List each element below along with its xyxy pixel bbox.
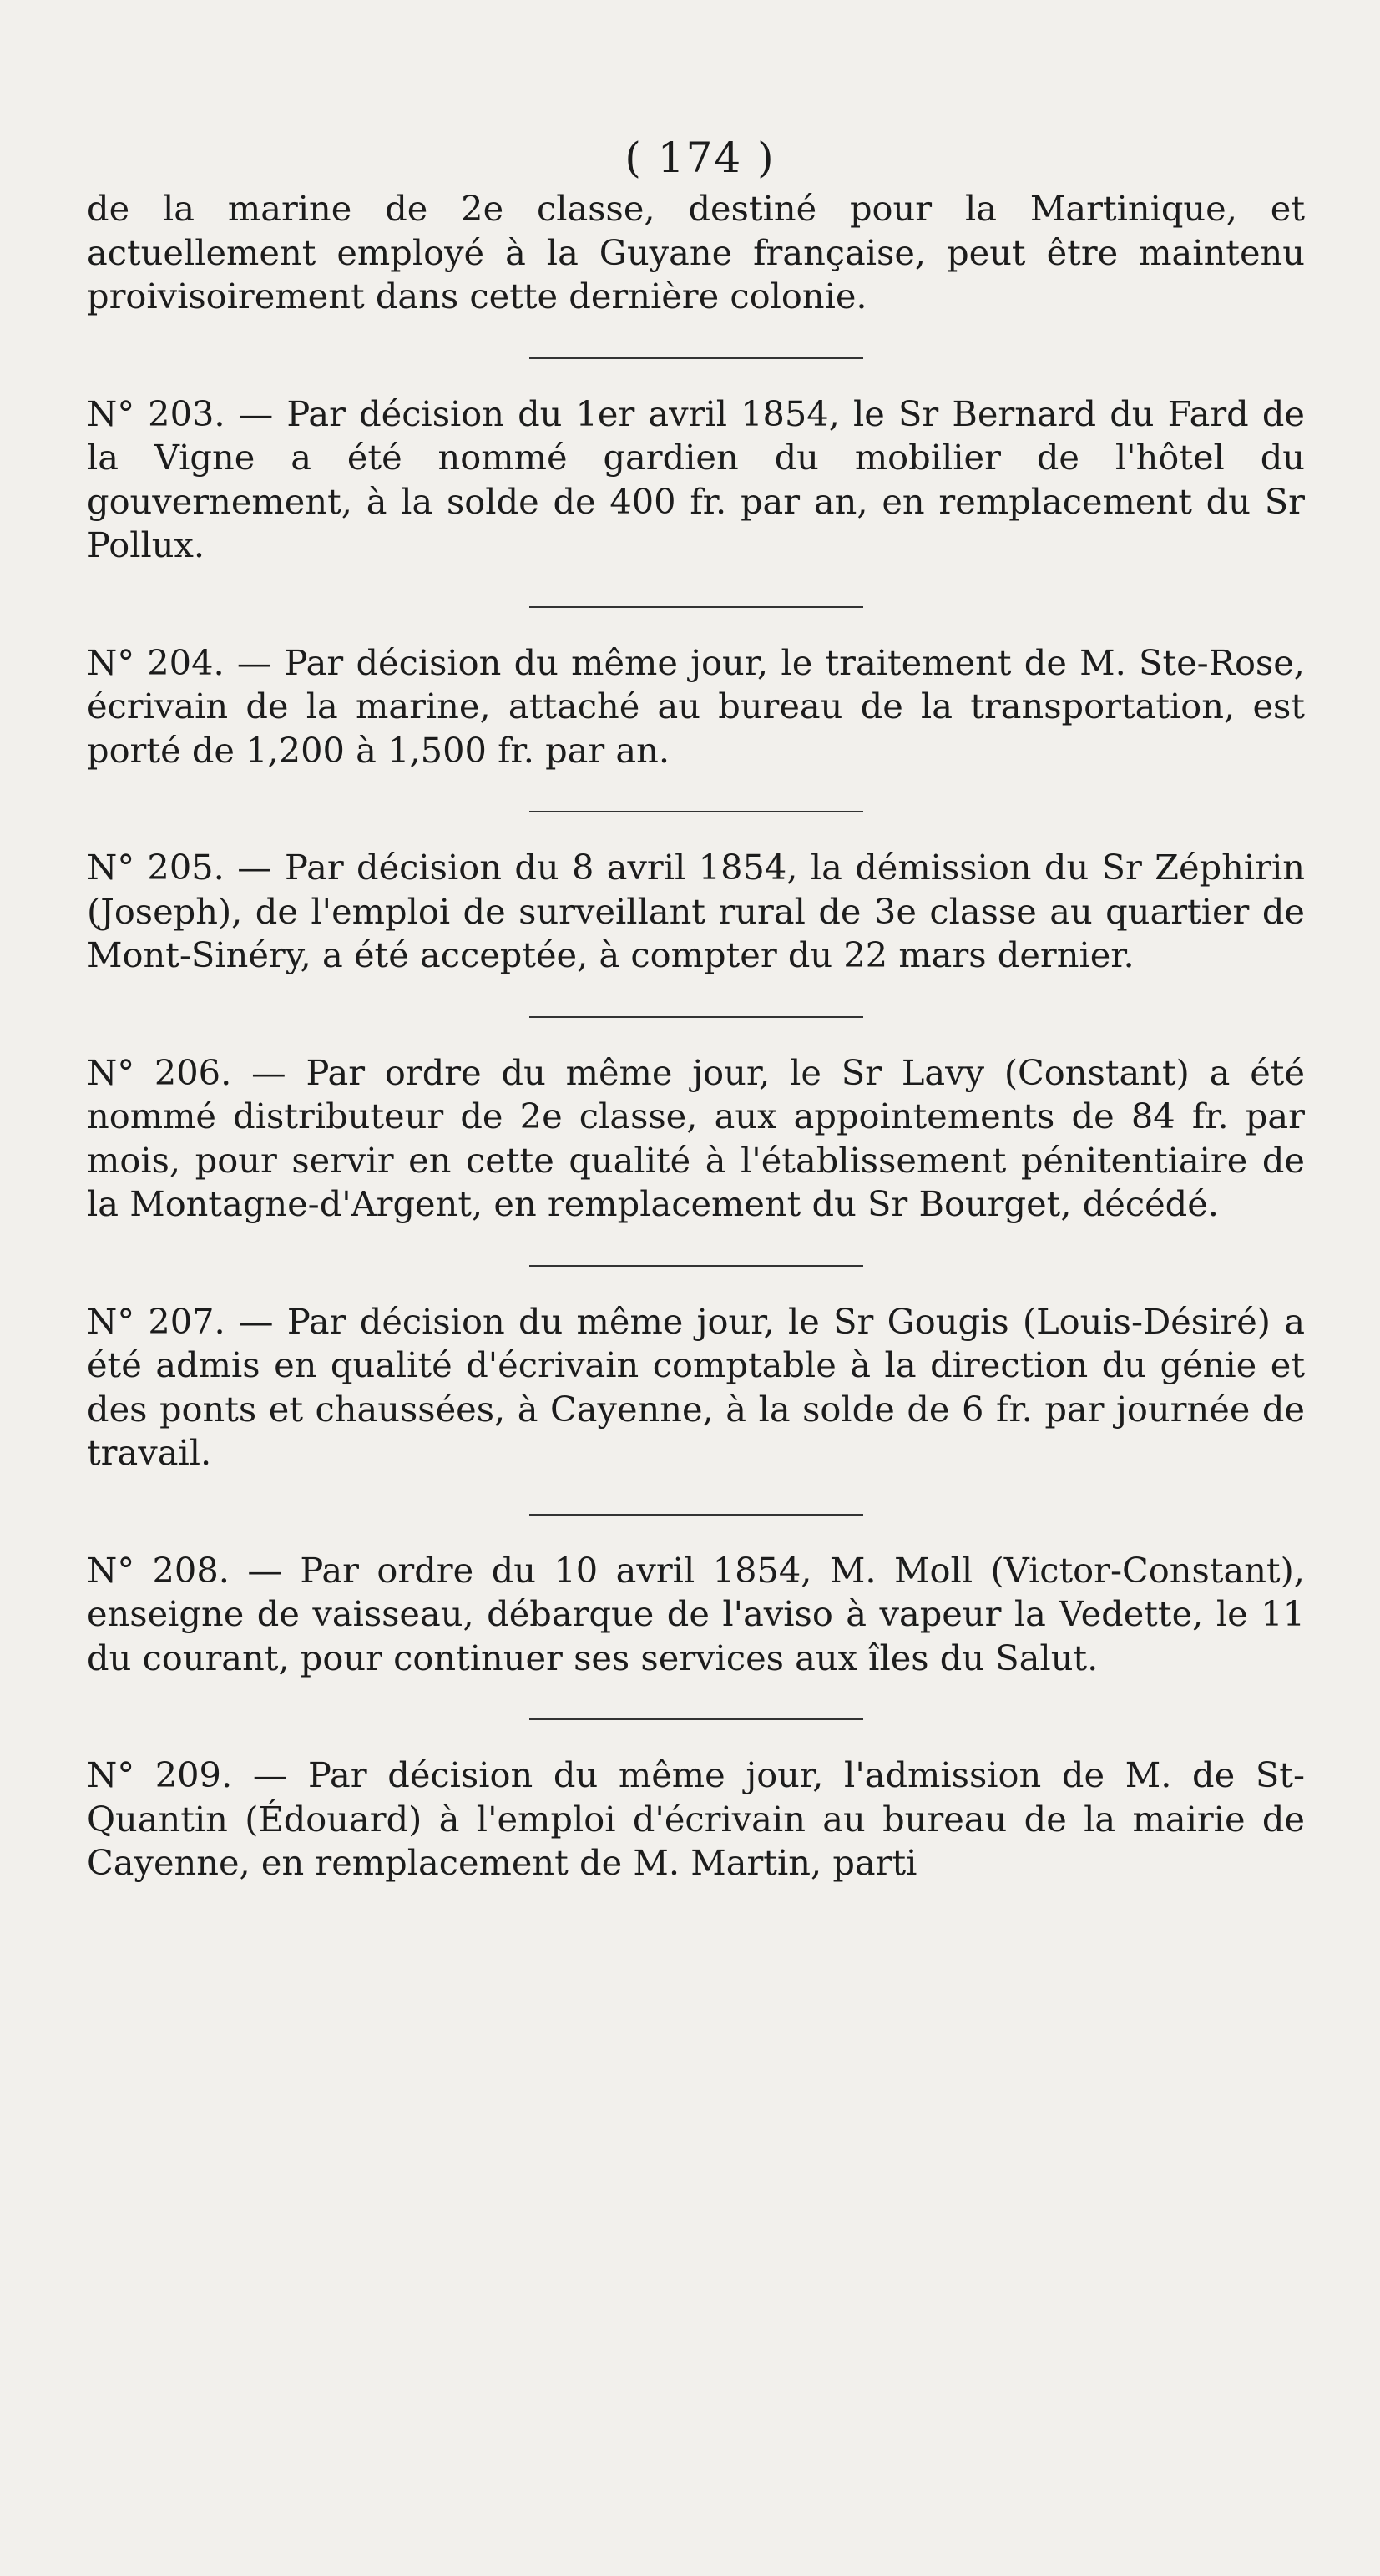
entry-number: N° 208. <box>87 1549 230 1591</box>
divider <box>529 1718 863 1720</box>
divider <box>529 1514 863 1516</box>
entry-number: N° 206. <box>87 1051 232 1093</box>
entry-number: N° 207. <box>87 1300 225 1342</box>
entry-number: N° 209. <box>87 1754 233 1795</box>
entry-204 <box>87 641 1305 773</box>
divider <box>529 357 863 359</box>
entry-number: N° 205. <box>87 847 225 888</box>
divider <box>529 1265 863 1267</box>
page-number: ( 174 ) <box>624 134 776 182</box>
divider <box>529 1016 863 1018</box>
entry-number: N° 203. <box>87 392 225 434</box>
entry-text: — Par décision du même jour, le Sr Gougis (Louis-Désiré) a été admis en qualité d'écrivain comptable à la direction du génie et des ponts et chaussées, à Cayenne, à la solde de 6 fr. par journée de travail. <box>87 1300 1305 1473</box>
entry-number: N° 204. <box>87 641 225 683</box>
continuation-paragraph: de la marine de 2e classe, destiné pour la Martinique, et actuellement employé à la Guyane française, peut être maintenu proivisoirement dans cette dernière colonie. <box>87 188 1305 316</box>
entry-203 <box>87 392 1305 568</box>
divider <box>529 606 863 608</box>
entry-text: — Par décision du même jour, l'admission de M. de St-Quantin (Édouard) à l'emploi d'écrivain au bureau de la mairie de Cayenne, en remplacement de M. Martin, parti <box>87 1754 1305 1883</box>
divider <box>529 811 863 812</box>
entry-205 <box>87 846 1305 978</box>
entry-text: — Par décision du 1er avril 1854, le Sr Bernard du Fard de la Vigne a été nommé gardien du mobilier de l'hôtel du gouvernement, à la solde de 400 fr. par an, en remplacement du Sr Pollux. <box>87 392 1305 565</box>
entry-text: — Par ordre du 10 avril 1854, M. Moll (Victor-Constant), enseigne de vaisseau, débarque de l'aviso à vapeur la Vedette, le 11 du courant, pour continuer ses services aux îles du Salut. <box>87 1549 1305 1678</box>
entry-207 <box>87 1300 1305 1475</box>
entry-text: — Par décision du même jour, le traitement de M. Ste-Rose, écrivain de la marine, attaché au bureau de la transportation, est porté de 1,200 à 1,500 fr. par an. <box>87 641 1305 771</box>
entry-text: — Par ordre du même jour, le Sr Lavy (Constant) a été nommé distributeur de 2e classe, aux appointements de 84 fr. par mois, pour servir en cette qualité à l'établissement pénitentiaire de la Montagne-d'Argent, en remplacement du Sr Bourget, décédé. <box>87 1051 1305 1224</box>
entry-206 <box>87 1051 1305 1227</box>
entry-208 <box>87 1549 1305 1681</box>
entry-text: — Par décision du 8 avril 1854, la démission du Sr Zéphirin (Joseph), de l'emploi de surveillant rural de 3e classe au quartier de Mont-Sinéry, a été acceptée, à compter du 22 mars dernier. <box>87 847 1305 975</box>
entry-209 <box>87 1754 1305 1885</box>
